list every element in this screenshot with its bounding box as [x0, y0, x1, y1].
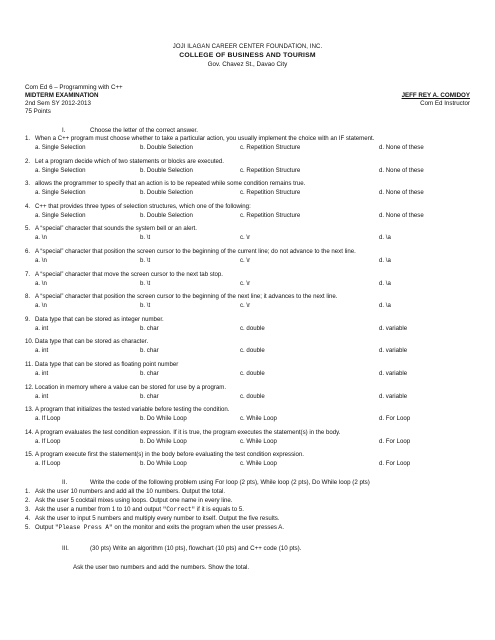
answer-options: [35, 280, 480, 289]
answer-option: b. char: [140, 347, 159, 355]
foundation-name: JOJI ILAGAN CAREER CENTER FOUNDATION, INC.: [172, 44, 323, 50]
code-snippet: "Please Press A": [55, 524, 113, 531]
answer-option: b. Double Selection: [140, 189, 193, 197]
answer-option: a. If Loop: [35, 460, 61, 468]
answer-option: b. Do While Loop: [140, 437, 187, 445]
question-number: 3.: [25, 180, 31, 188]
answer-option: c. double: [240, 370, 265, 377]
answer-option: b. Double Selection: [140, 211, 193, 219]
question-number: 13.: [25, 406, 34, 414]
part3-heading: [62, 545, 301, 552]
answer-options: [35, 393, 480, 402]
question-number: 15.: [25, 451, 34, 459]
answer-option: b. char: [140, 324, 159, 332]
answer-option: d. variable: [379, 392, 408, 400]
answer-options: [35, 167, 480, 176]
question-number: 10.: [25, 338, 34, 346]
answer-option: d. \a: [379, 257, 391, 264]
answer-option: a. int: [35, 392, 49, 400]
answer-option: a. If Loop: [35, 437, 61, 445]
instructor-name: JEFF REY A. COMIDOY: [401, 92, 470, 99]
part1-instruction: Choose the letter of the correct answer.: [90, 127, 198, 134]
answer-option: d. None of these: [379, 166, 424, 174]
answer-option: a. Single Selection: [35, 144, 86, 151]
answer-option: d. \a: [379, 234, 391, 242]
answer-option: a. \n: [35, 279, 47, 287]
question-text: Location in memory where a value can be stored for use by a program.: [35, 383, 227, 391]
question-text: A “special” character that position the screen cursor to the beginning of the next line; it advances to the next line.: [35, 293, 338, 301]
answer-option: a. Single Selection: [35, 166, 86, 174]
answer-option: b. \t: [140, 257, 151, 264]
question-number: 1.: [25, 135, 31, 142]
question-number: 14.: [25, 428, 34, 436]
answer-option: c. \r: [240, 257, 251, 264]
question-text: Data type that can be stored as integer number.: [35, 315, 164, 323]
part2-item-5: 5. Output "Please Press A" on the monitor and exits the program when the user presses A.: [25, 524, 285, 531]
part1-numeral: I.: [62, 127, 66, 134]
answer-option: c. double: [240, 392, 265, 400]
question-number: 4.: [25, 202, 31, 210]
question-text: When a C++ program must choose whether to take a particular action, you usually implement the choice with an IF statement.: [35, 135, 375, 142]
answer-option: b. Double Selection: [140, 144, 193, 151]
question-number: 2.: [25, 157, 31, 165]
school-address: Gov. Chavez St., Davao City: [207, 61, 288, 68]
question-text: Data type that can be stored as floating point number: [35, 361, 179, 368]
answer-option: c. Repetition Structure: [240, 144, 301, 151]
course-title: Com Ed 6 – Programming with C++: [25, 84, 123, 91]
answer-options: [35, 234, 480, 243]
part2-instruction: Write the code of the following problem using For loop (2 pts), While loop (2 pts), Do While loop (2 pts): [90, 479, 370, 486]
answer-option: a. \n: [35, 257, 47, 264]
answer-option: d. \a: [379, 279, 391, 287]
answer-option: d. \a: [379, 302, 391, 310]
answer-option: c. \r: [240, 302, 251, 310]
answer-option: d. None of these: [379, 144, 424, 151]
question-number: 5.: [25, 225, 31, 233]
part1-heading: [62, 127, 198, 134]
answer-options: [35, 144, 480, 153]
part3-instruction: (30 pts) Write an algorithm (10 pts), flowchart (10 pts) and C++ code (10 pts).: [90, 545, 302, 552]
answer-options: [35, 347, 480, 356]
answer-option: c. Repetition Structure: [240, 166, 301, 174]
question-number: 12.: [25, 383, 34, 391]
answer-options: [35, 325, 480, 334]
question-number: 9.: [25, 315, 31, 323]
question-text: Data type that can be stored as character.: [35, 338, 149, 346]
question-text: A program execute first the statement(s) in the body before evaluating the test condition expression.: [35, 451, 304, 459]
answer-option: c. Repetition Structure: [240, 211, 301, 219]
answer-option: a. Single Selection: [35, 211, 86, 219]
question-text: A “special” character that move the screen cursor to the next tab stop.: [35, 270, 223, 278]
answer-options: [35, 438, 480, 447]
answer-option: d. For Loop: [379, 437, 411, 445]
part2-item-2: 2. Ask the user 5 cocktail mixes using loops. Output one name in every line.: [25, 497, 233, 504]
answer-option: d. variable: [379, 370, 408, 377]
part2-heading: [62, 479, 370, 486]
answer-option: b. Double Selection: [140, 166, 193, 174]
answer-options: [35, 370, 480, 379]
question-number: 6.: [25, 248, 31, 255]
answer-option: c. \r: [240, 279, 251, 287]
question-text: A “special” character that position the screen cursor to the beginning of the current line; do not advance to the next line.: [35, 248, 356, 255]
answer-option: c. While Loop: [240, 415, 277, 423]
part2-numeral: II.: [62, 479, 68, 486]
answer-option: a. int: [35, 370, 49, 377]
answer-option: a. If Loop: [35, 415, 61, 423]
answer-options: [35, 189, 480, 198]
question-number: 11.: [25, 361, 34, 368]
instructor-title: Com Ed Instructor: [420, 100, 470, 107]
question-text: A “special” character that sounds the system bell or an alert.: [35, 225, 197, 233]
answer-option: d. None of these: [379, 211, 424, 219]
college-name: COLLEGE OF BUSINESS AND TOURISM: [179, 52, 316, 59]
answer-option: d. For Loop: [379, 415, 411, 423]
answer-option: b. \t: [140, 302, 151, 310]
answer-option: c. While Loop: [240, 437, 277, 445]
answer-option: c. double: [240, 347, 265, 355]
question-text: allows the programmer to specify that an action is to be repeated while some condition remains true.: [35, 180, 306, 188]
answer-options: [35, 212, 480, 221]
answer-option: a. \n: [35, 234, 47, 242]
answer-option: c. While Loop: [240, 460, 277, 468]
answer-option: d. variable: [379, 324, 408, 332]
code-snippet: "Correct": [162, 506, 196, 513]
question-text: Let a program decide which of two statements or blocks are executed.: [35, 157, 225, 165]
answer-option: c. \r: [240, 234, 251, 242]
answer-option: b. char: [140, 392, 159, 400]
answer-option: d. None of these: [379, 189, 424, 197]
answer-option: c. Repetition Structure: [240, 189, 301, 197]
question-number: 7.: [25, 270, 31, 278]
question-text: A program evaluates the test condition expression. If it is true, the program executes the statement(s) in the body.: [35, 428, 341, 436]
answer-option: b. Do While Loop: [140, 460, 187, 468]
answer-option: d. For Loop: [379, 460, 411, 468]
answer-option: d. variable: [379, 347, 408, 355]
answer-option: b. \t: [140, 234, 151, 242]
question-text: C++ that provides three types of selection structures, which one of the following:: [35, 202, 251, 210]
answer-option: a. int: [35, 347, 49, 355]
answer-option: a. int: [35, 324, 49, 332]
school-term: 2nd Sem SY 2012-2013: [25, 100, 91, 107]
answer-option: a. \n: [35, 302, 47, 310]
part2-item-1: 1. Ask the user 10 numbers and add all the 10 numbers. Output the total.: [25, 488, 226, 495]
question-text: A program that initializes the tested variable before testing the condition.: [35, 406, 230, 414]
part2-item-4: 4. Ask the user to input 5 numbers and multiply every number to itself. Output the five results.: [25, 515, 280, 522]
part3-task: Ask the user two numbers and add the numbers. Show the total.: [73, 564, 250, 571]
question-number: 8.: [25, 293, 31, 301]
answer-option: a. Single Selection: [35, 189, 86, 197]
part3-numeral: III.: [62, 545, 69, 552]
answer-options: [35, 302, 480, 311]
answer-options: [35, 257, 480, 266]
answer-option: c. double: [240, 324, 265, 332]
part2-item-3: 3. Ask the user a number from 1 to 10 and output "Correct" if it is equals to 5.: [25, 506, 244, 513]
answer-option: b. Do While Loop: [140, 415, 187, 423]
answer-options: [35, 460, 480, 469]
answer-option: b. \t: [140, 279, 151, 287]
total-points: 75 Points: [25, 108, 51, 115]
answer-options: [35, 415, 480, 424]
answer-option: b. char: [140, 370, 159, 377]
exam-title: MIDTERM EXAMINATION: [25, 92, 99, 99]
